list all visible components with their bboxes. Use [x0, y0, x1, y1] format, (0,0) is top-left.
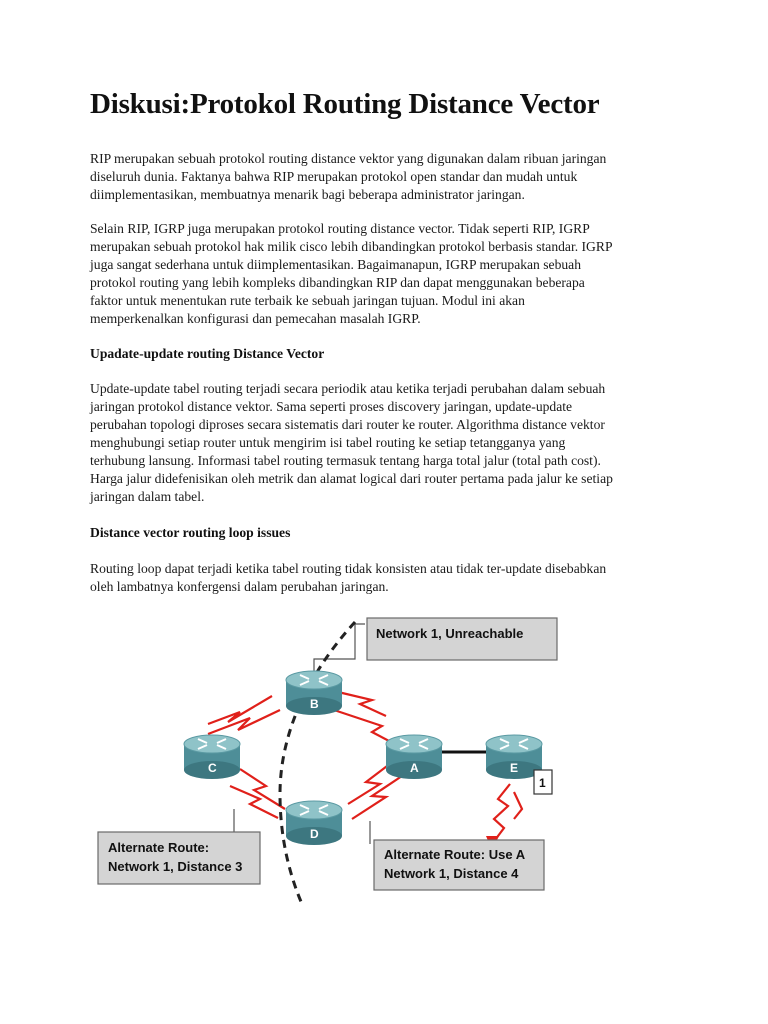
- paragraph-updates: [90, 380, 680, 506]
- text-line: protokol routing yang lebih kompleks dibandingkan RIP dan dapat menggunakan beberapa: [90, 275, 585, 290]
- router-a-label: A: [410, 761, 419, 775]
- router-c: [184, 735, 240, 779]
- callout-right-line1: Alternate Route: Use A: [384, 847, 526, 862]
- section-heading-loop-issues: Distance vector routing loop issues: [90, 525, 291, 540]
- router-d-label: D: [310, 827, 319, 841]
- text-line: memperkenalkan konfigurasi dan pemecahan masalah IGRP.: [90, 311, 421, 326]
- text-line: Update-update tabel routing terjadi secara periodik atau ketika terjadi perubahan dalam sebuah: [90, 381, 606, 396]
- router-a: [386, 735, 442, 779]
- router-b-label: B: [310, 697, 319, 711]
- callout-right-line2: Network 1, Distance 4: [384, 866, 519, 881]
- text-line: diimplementasikan, membuatnya menarik bagi beberapa administrator jaringan.: [90, 187, 525, 202]
- lightning-a-b-2: [338, 692, 386, 716]
- callout-top-text: Network 1, Unreachable: [376, 626, 524, 641]
- section-heading-updates: Upadate-update routing Distance Vector: [90, 346, 325, 361]
- text-line: Routing loop dapat terjadi ketika tabel routing tidak konsisten atau tidak ter-update disebabkan: [90, 561, 607, 576]
- callout-alternate-route-right: [374, 840, 544, 890]
- text-line: jaringan protokol distance vektor. Sama seperti proses discovery jaringan, update-update: [90, 399, 573, 414]
- lightning-paths: [208, 692, 522, 844]
- number-badge-text: 1: [539, 776, 546, 790]
- routing-loop-diagram: [90, 614, 570, 904]
- text-line: menghubungi setiap router untuk mengirim isi tabel routing ke setiap tetangganya yang: [90, 435, 566, 450]
- paragraph-rip-intro: [90, 150, 680, 204]
- text-line: diseluruh dunia. Faktanya bahwa RIP merupakan protokol open standar dan mudah untuk: [90, 169, 578, 184]
- paragraph-igrp: [90, 220, 680, 328]
- callout-left-line1: Alternate Route:: [108, 840, 210, 855]
- text-line: Harga jalur didefenisikan oleh metrik dan alamat logical dari router pertama pada jalur ke setiap: [90, 471, 613, 486]
- page-title: Diskusi:Protokol Routing Distance Vector: [90, 88, 600, 120]
- text-line: terhubung lansung. Informasi tabel routing termasuk tentang harga total jalur (total path cost).: [90, 453, 601, 468]
- lightning-e-network: [492, 784, 510, 844]
- callout-alternate-route-left: [98, 832, 260, 884]
- callout-network-unreachable: [367, 618, 557, 660]
- router-b: [286, 671, 342, 715]
- text-line: oleh lambatnya konfergensi dalam perubahan jaringan.: [90, 579, 389, 594]
- text-line: faktor untuk menentukan rute terbaik ke sebuah jaringan tujuan. Modul ini akan: [90, 293, 525, 308]
- callout-left-line2: Network 1, Distance 3: [108, 859, 243, 874]
- text-line: jaringan dalam tabel.: [90, 489, 205, 504]
- router-c-label: C: [208, 761, 217, 775]
- text-line: perubahan topologi diproses secara sistematis dari router ke router. Algorithma distance vektor: [90, 417, 605, 432]
- lightning-c-d: [240, 769, 285, 809]
- text-line: Selain RIP, IGRP juga merupakan protokol routing distance vector. Tidak seperti RIP, IGRP: [90, 221, 590, 236]
- number-badge: [534, 770, 552, 794]
- dashed-boundary: [280, 622, 355, 904]
- lightning-c-b: [208, 696, 272, 724]
- text-line: merupakan sebuah protokol hak milik cisco lebih dibandingkan protokol berbasis standar. IGRP: [90, 239, 613, 254]
- router-e-label: E: [510, 761, 519, 775]
- lightning-e-network-2: [514, 792, 522, 819]
- text-line: juga sangat sederhana untuk diimplementasikan. Bagaimanapun, IGRP merupakan sebuah: [90, 257, 582, 272]
- text-line: RIP merupakan sebuah protokol routing distance vektor yang digunakan dalam ribuan jaringan: [90, 151, 607, 166]
- paragraph-loop: [90, 560, 680, 596]
- router-d: [286, 801, 342, 845]
